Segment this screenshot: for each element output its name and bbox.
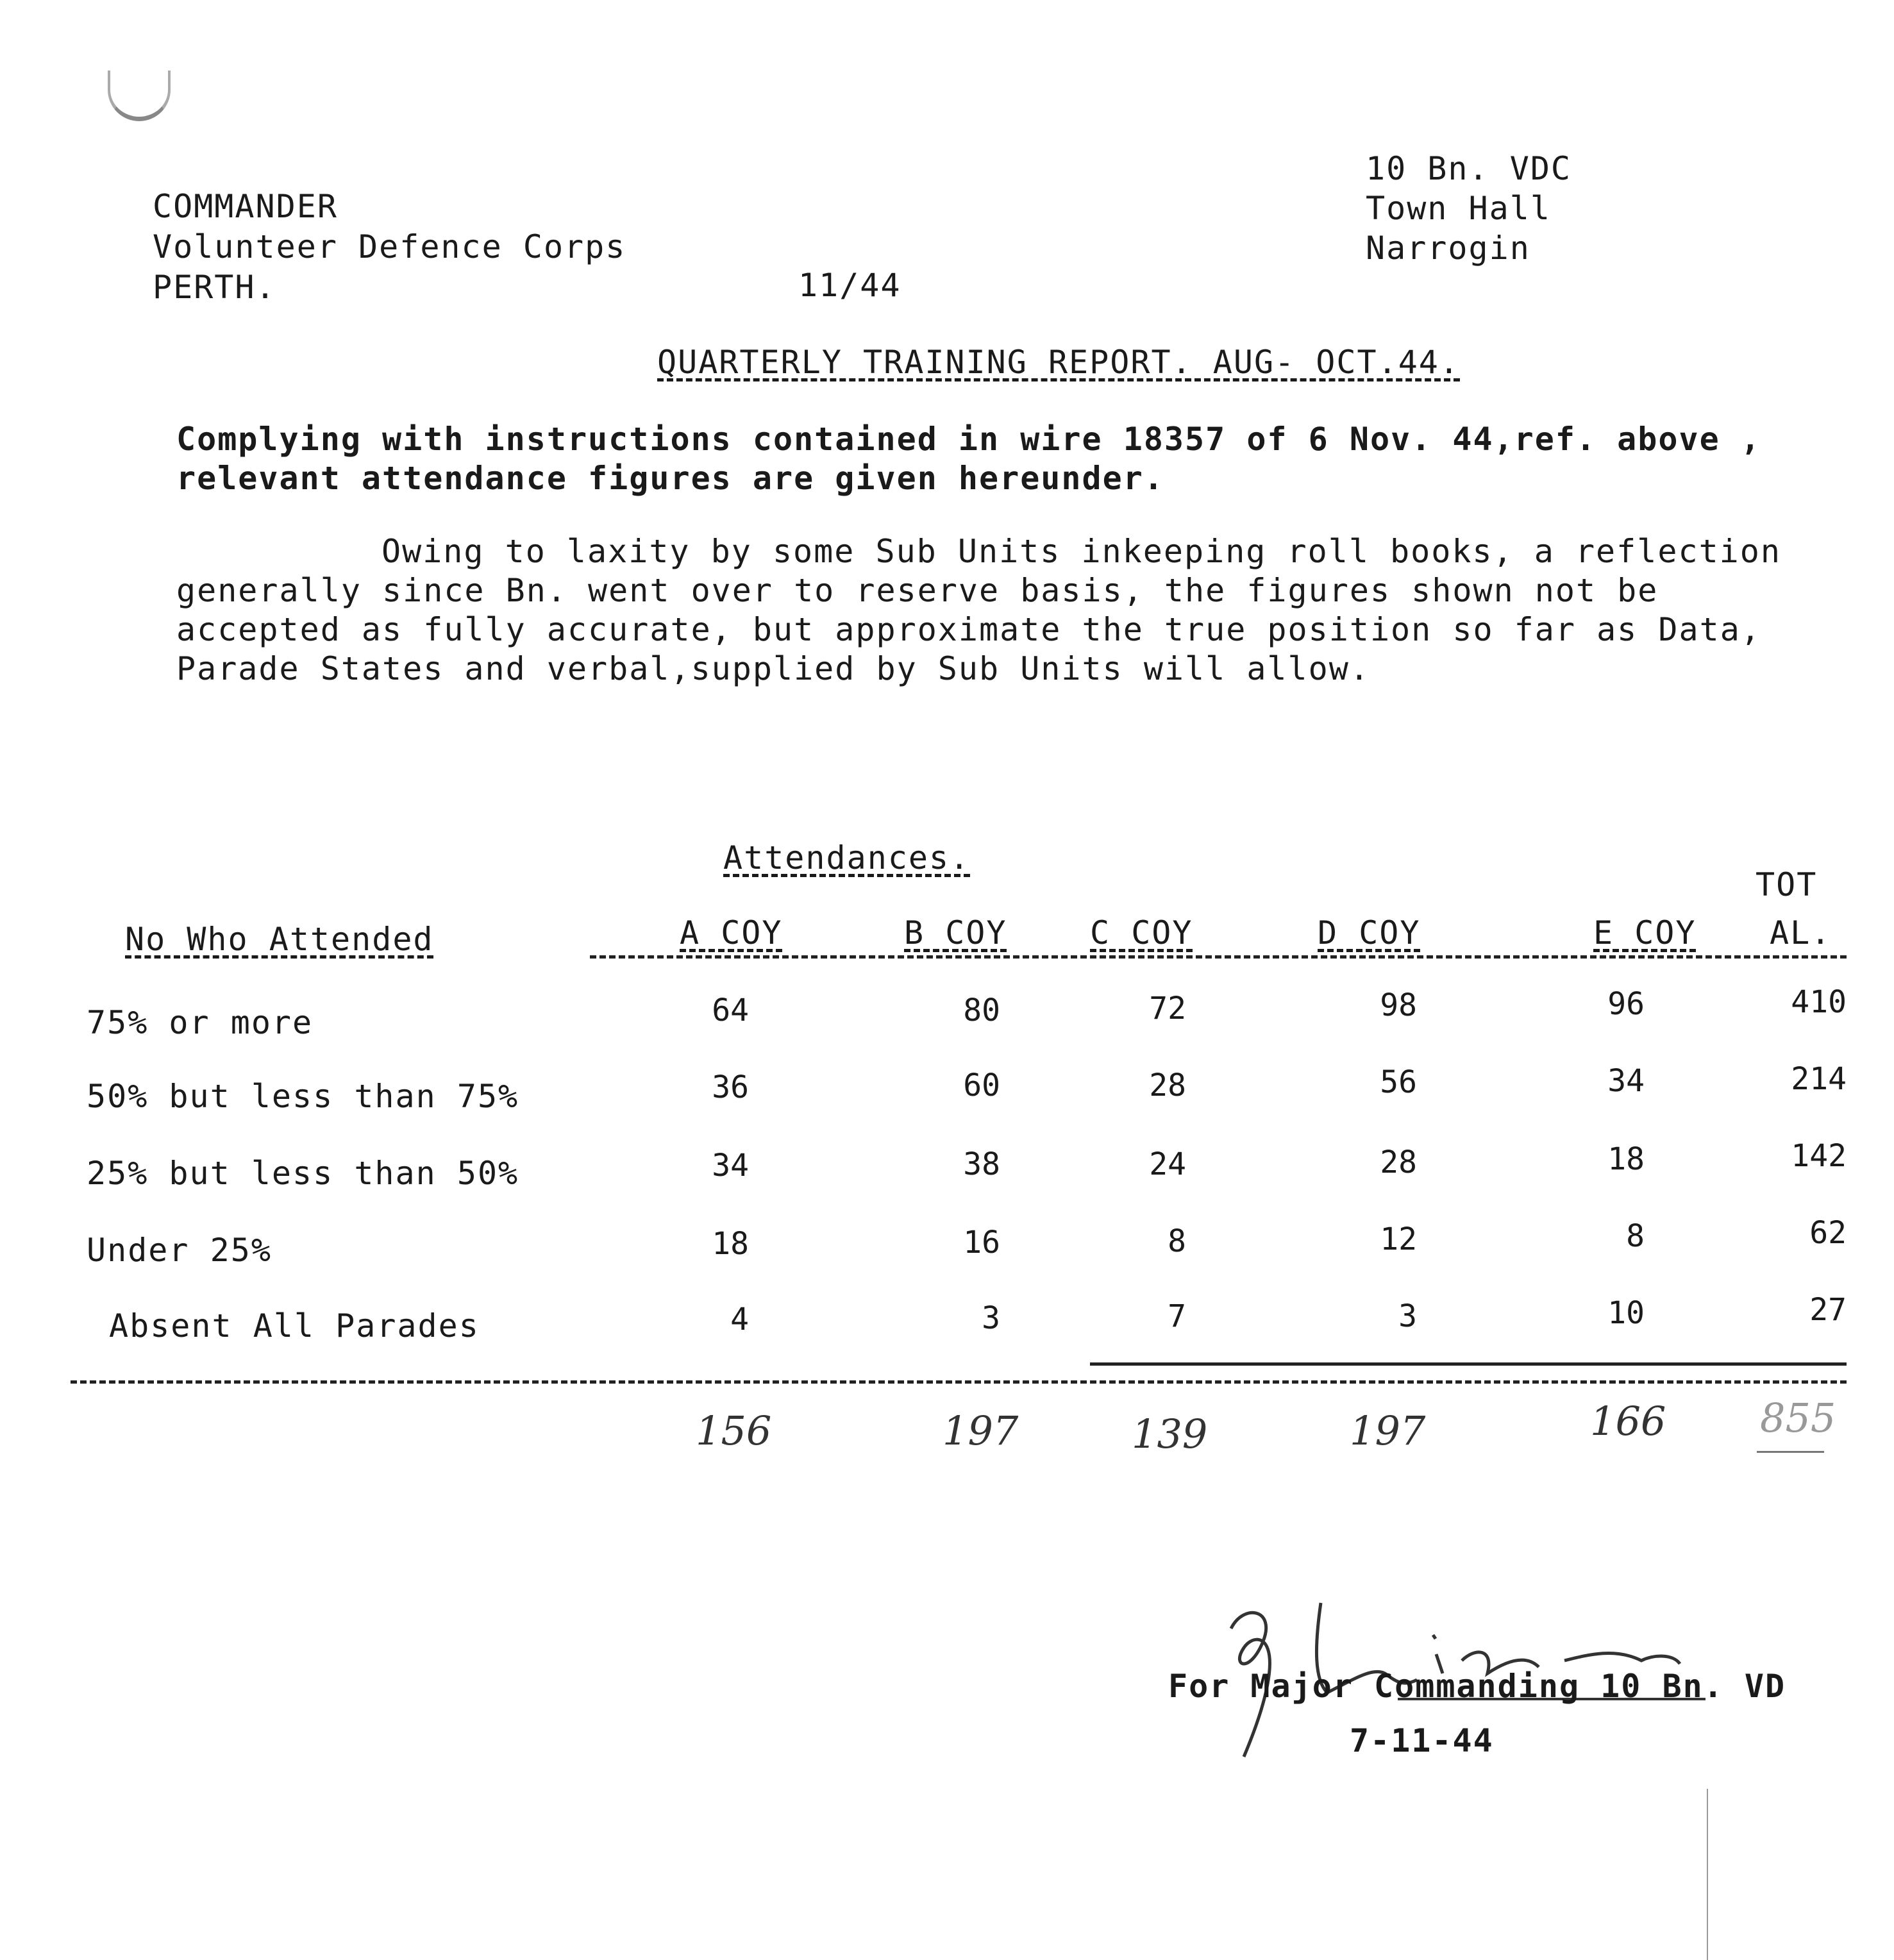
total-header-top: TOT <box>1756 866 1818 903</box>
cell: 34 <box>1607 1063 1645 1099</box>
row-label: Absent All Parades <box>109 1307 480 1344</box>
report-title: QUARTERLY TRAINING REPORT. AUG- OCT.44. <box>657 344 1460 381</box>
header-rule <box>590 955 1847 959</box>
sender-line-2: Town Hall <box>1366 190 1551 227</box>
body-text <box>176 420 1818 498</box>
cell: 56 <box>1380 1064 1417 1100</box>
totals-rule-right <box>1090 1362 1847 1366</box>
cell: 34 <box>712 1148 749 1184</box>
cell: 28 <box>1380 1144 1417 1180</box>
cell: 8 <box>1626 1218 1645 1254</box>
paragraph-2: Owing to laxity by some Sub Units inkeeping roll books, a reflection generally since Bn. went over to reserve basis, the figures shown not be accepted as fully accurate, but approximate the true position so far as Data, Parade States and verbal,supplied by Sub Units will allow. <box>176 533 1781 687</box>
total-underline <box>1757 1451 1824 1453</box>
cell: 28 <box>1149 1068 1186 1103</box>
cell: 18 <box>712 1226 749 1262</box>
cell: 27 <box>1809 1292 1847 1328</box>
body-text-2 <box>176 532 1818 689</box>
cell: 24 <box>1149 1146 1186 1182</box>
totals-rule <box>71 1380 1847 1384</box>
handwritten-total: 166 <box>1590 1398 1666 1445</box>
cell: 3 <box>1398 1298 1417 1334</box>
cell: 7 <box>1168 1298 1186 1334</box>
cell: 410 <box>1791 984 1847 1020</box>
recipient-line-1: COMMANDER <box>153 188 338 225</box>
cell: 10 <box>1607 1295 1645 1331</box>
punch-hole <box>108 71 171 121</box>
sender-line-3: Narrogin <box>1366 230 1530 267</box>
handwritten-total: 156 <box>696 1407 772 1454</box>
cell: 98 <box>1380 987 1417 1023</box>
cell: 142 <box>1791 1138 1847 1174</box>
row-label: Under 25% <box>87 1232 272 1269</box>
column-header-a: A COY <box>680 914 783 951</box>
cell: 4 <box>730 1302 749 1337</box>
cell: 96 <box>1607 986 1645 1022</box>
cell: 12 <box>1380 1221 1417 1257</box>
signature-date: 7-11-44 <box>1350 1722 1494 1759</box>
recipient-line-3: PERTH. <box>153 269 276 306</box>
cell: 36 <box>712 1069 749 1105</box>
handwritten-total: 139 <box>1132 1411 1208 1457</box>
cell: 80 <box>963 993 1000 1028</box>
cell: 72 <box>1149 991 1186 1026</box>
handwritten-total: 855 <box>1760 1395 1836 1441</box>
cell: 16 <box>963 1225 1000 1261</box>
page-edge-mark <box>1707 1789 1708 1960</box>
row-label: 50% but less than 75% <box>87 1078 519 1115</box>
column-header-b: B COY <box>904 914 1007 951</box>
sender-line-1: 10 Bn. VDC <box>1366 150 1572 187</box>
signature-line: For Major Commanding 10 Bn. VD <box>1168 1668 1786 1705</box>
column-header-e: E COY <box>1593 914 1697 951</box>
handwritten-total: 197 <box>943 1407 1019 1454</box>
cell: 18 <box>1607 1141 1645 1177</box>
cell: 62 <box>1809 1215 1847 1251</box>
cell: 38 <box>963 1146 1000 1182</box>
total-header-bottom: AL. <box>1770 914 1832 951</box>
cell: 8 <box>1168 1223 1186 1259</box>
recipient-line-2: Volunteer Defence Corps <box>153 228 626 265</box>
handwritten-total: 197 <box>1350 1407 1426 1454</box>
reference-number: 11/44 <box>798 267 901 304</box>
cell: 64 <box>712 993 749 1028</box>
table-caption: Attendances. <box>723 839 971 876</box>
column-header-d: D COY <box>1318 914 1421 951</box>
row-label: 25% but less than 50% <box>87 1155 519 1192</box>
cell: 214 <box>1791 1061 1847 1097</box>
column-header-c: C COY <box>1090 914 1193 951</box>
paragraph-1: Complying with instructions contained in wire 18357 of 6 Nov. 44,ref. above , relevant attendance figures are given hereunder. <box>176 421 1761 497</box>
cell: 3 <box>982 1300 1000 1336</box>
row-header: No Who Attended <box>125 921 434 958</box>
row-label: 75% or more <box>87 1004 314 1041</box>
cell: 60 <box>963 1068 1000 1103</box>
